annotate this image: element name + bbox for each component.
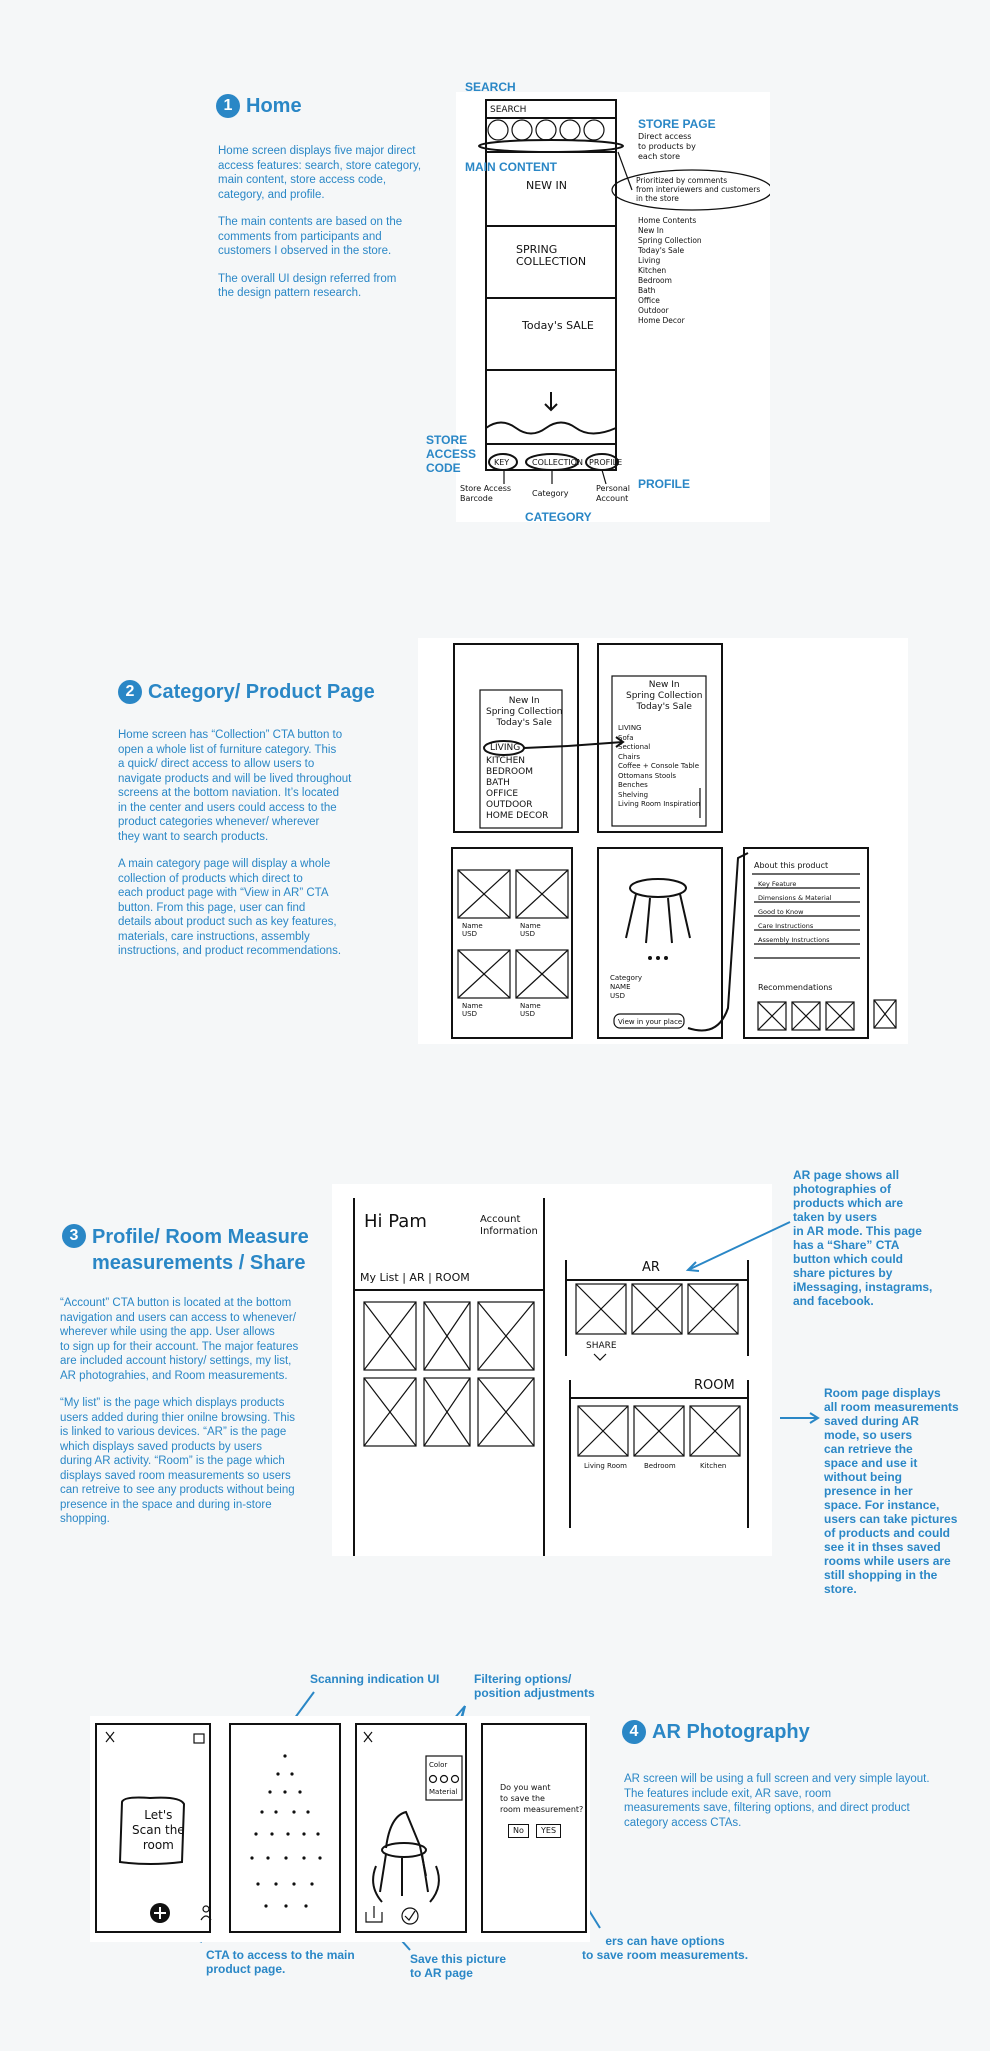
sketch-name-usd: Name USD bbox=[520, 922, 541, 938]
sketch-row: Key Feature bbox=[758, 880, 797, 888]
sketch-color: Color bbox=[429, 1761, 448, 1769]
sketch-room-label: Living Room bbox=[584, 1462, 627, 1470]
section-title-line2: measurements / Share bbox=[92, 1252, 306, 1274]
label-cta: CTA to access to the main product page. bbox=[206, 1948, 355, 1976]
sketch-ar: AR bbox=[642, 1260, 660, 1275]
section4-description bbox=[624, 1772, 964, 1843]
sketch-about: About this product bbox=[754, 861, 829, 870]
sketch-room-label: Kitchen bbox=[700, 1462, 727, 1470]
sketch-spring: SPRING COLLECTION bbox=[516, 243, 587, 268]
section-number-badge: 3 bbox=[62, 1224, 86, 1248]
label-save-picture: Save this picture to AR page bbox=[410, 1952, 507, 1980]
room-page-note: Room page displays all room measurements saved during AR mode, so users can retrieve the space and use it without being presence in her space. For instance, users can take pictures of products and could see it in thses saved rooms while users are still shopping in the store. bbox=[824, 1386, 959, 1596]
section3-description bbox=[60, 1296, 330, 1540]
sketch-recs: Recommendations bbox=[758, 983, 833, 992]
sketch-category-note: Category bbox=[532, 489, 569, 498]
sketch-access-note: Store Access Barcode bbox=[460, 484, 512, 503]
paragraph: The main contents are based on the comments from participants and customers I observed in the store. bbox=[218, 216, 403, 257]
label-store-page: STORE PAGE bbox=[638, 117, 716, 131]
sketch-search: SEARCH bbox=[490, 105, 527, 115]
sketch-menu2: New In Spring Collection Today's Sale bbox=[626, 680, 703, 712]
paragraph: The overall UI design referred from the design pattern research. bbox=[218, 272, 397, 299]
section-number-badge: 1 bbox=[216, 94, 240, 118]
category-wireframe-sketch bbox=[418, 638, 908, 1044]
sketch-product-info: Category NAME USD bbox=[610, 974, 642, 1000]
sketch-room-label: Bedroom bbox=[644, 1462, 676, 1470]
sketch-row: Good to Know bbox=[758, 908, 804, 916]
sketch-scan-text: Let's Scan the room bbox=[132, 1808, 185, 1852]
section2-description bbox=[118, 728, 378, 972]
sketch-row: Care Instructions bbox=[758, 922, 814, 930]
section-number-badge: 2 bbox=[118, 680, 142, 704]
section1-description bbox=[218, 144, 438, 314]
label-filtering: Filtering options/ position adjustments bbox=[474, 1672, 595, 1700]
section-title-text: Home bbox=[246, 94, 302, 117]
sketch-collection: COLLECTION bbox=[532, 458, 583, 467]
sketch-name-usd: Name USD bbox=[462, 922, 483, 938]
home-wireframe-sketch bbox=[456, 92, 770, 522]
sketch-share: SHARE bbox=[586, 1341, 617, 1351]
section-number-badge: 4 bbox=[622, 1720, 646, 1744]
label-room-options: ers can have options to save room measurements. bbox=[582, 1934, 749, 1962]
sketch-view-button: View in your place bbox=[618, 1018, 683, 1026]
profile-sketch-drawing bbox=[332, 1184, 772, 1556]
sketch-living: LIVING bbox=[490, 743, 521, 753]
sketch-room: ROOM bbox=[694, 1378, 735, 1393]
sketch-new-in: NEW IN bbox=[526, 179, 568, 192]
label-main-content: MAIN CONTENT bbox=[465, 160, 557, 174]
sketch-menu1b: KITCHEN BEDROOM BATH OFFICE OUTDOOR HOME DECOR bbox=[486, 756, 549, 821]
section-title-line1: Profile/ Room Measure bbox=[92, 1226, 309, 1248]
section-title-text: Category/ Product Page bbox=[148, 680, 375, 703]
section3-title bbox=[62, 1224, 309, 1276]
sketch-prior-note: Prioritized by comments from interviewers and customers in the store bbox=[636, 176, 761, 203]
section-title-text bbox=[92, 1224, 309, 1276]
paragraph: “My list” is the page which displays products users added during thier onilne browsing. This is linked to various devices. “AR” is the page which displays saved products by users during AR activity. “Room” is the page which displays saved room measurements so users can retreive to see any products without being presence in the space and during in-store shopping. bbox=[60, 1397, 296, 1525]
profile-wireframe-sketch bbox=[332, 1184, 772, 1556]
sketch-hi: Hi Pam bbox=[364, 1211, 427, 1232]
sketch-row: Dimensions & Material bbox=[758, 894, 832, 902]
sketch-sale: Today's SALE bbox=[522, 319, 594, 332]
sketch-menu2b: LIVING Sofa Sectional Chairs Coffee + Console Table Ottomans Stools Benches Shelving Living Room Inspiration bbox=[618, 724, 701, 808]
paragraph: AR screen will be using a full screen and very simple layout. The features include exit, AR save, room measurements save, filtering options, and direct product category access CTAs. bbox=[624, 1773, 930, 1829]
sketch-yes-button: YES bbox=[536, 1824, 561, 1838]
paragraph: Home screen displays five major direct access features: search, store category, main content, store access code, category, and profile. bbox=[218, 145, 422, 201]
sketch-home-contents: Home Contents New In Spring Collection Today's Sale Living Kitchen Bedroom Bath Office Outdoor Home Decor bbox=[638, 216, 702, 325]
sketch-material: Material bbox=[429, 1788, 458, 1796]
sketch-profile: PROFILE bbox=[589, 458, 623, 467]
ar-wireframe-sketch bbox=[90, 1716, 590, 1942]
label-scanning: Scanning indication UI bbox=[310, 1672, 440, 1686]
sketch-key: KEY bbox=[494, 458, 510, 467]
label-store-access-code: STORE ACCESS CODE bbox=[426, 433, 477, 475]
ar-page-note: AR page shows all photographies of products which are taken by users in AR mode. This page has a “Share” CTA button which could share pictures by iMessaging, instagrams, and facebook. bbox=[793, 1168, 933, 1308]
sketch-question: Do you want to save the room measurement? bbox=[500, 1783, 584, 1814]
paragraph: “Account” CTA button is located at the bottom navigation and users can access to whenever/ wherever while using the app. User allows to sign up for their account. The major features are included account history/ settings, my list, AR photograhies, and Room measurements. bbox=[60, 1297, 299, 1382]
paragraph: A main category page will display a whole collection of products which direct to each product page with “View in AR” CTA button. From this page, user can find details about product such as key features, materials, care instructions, assembly instructions, and product recommendations. bbox=[118, 858, 342, 957]
section4-title bbox=[622, 1720, 810, 1744]
sketch-no-button: No bbox=[508, 1824, 529, 1838]
section2-title bbox=[118, 680, 375, 704]
sketch-name-usd: Name USD bbox=[462, 1002, 483, 1018]
sketch-tabs: My List | AR | ROOM bbox=[360, 1271, 470, 1284]
sketch-store-note: Direct access to products by each store bbox=[638, 132, 696, 161]
sketch-account-note: Personal Account bbox=[596, 484, 631, 503]
label-category: CATEGORY bbox=[525, 510, 592, 524]
sketch-name-usd: Name USD bbox=[520, 1002, 541, 1018]
paragraph: Home screen has “Collection” CTA button to open a whole list of furniture category. This a quick/ direct access to allow users to navigate products and will be lived throughout screens at the bottom naviation. It’s located in the center and users could access to the product categories whenever/ wherever they want to search products. bbox=[118, 729, 352, 843]
section-title-text: AR Photography bbox=[652, 1720, 810, 1743]
sketch-account: Account Information bbox=[480, 1214, 538, 1237]
sketch-row: Assembly Instructions bbox=[758, 936, 830, 944]
label-profile: PROFILE bbox=[638, 477, 691, 491]
sketch-menu1: New In Spring Collection Today's Sale bbox=[486, 696, 563, 728]
section1-title bbox=[216, 94, 302, 118]
label-search: SEARCH bbox=[465, 80, 516, 94]
scan-dots bbox=[250, 1754, 321, 1907]
